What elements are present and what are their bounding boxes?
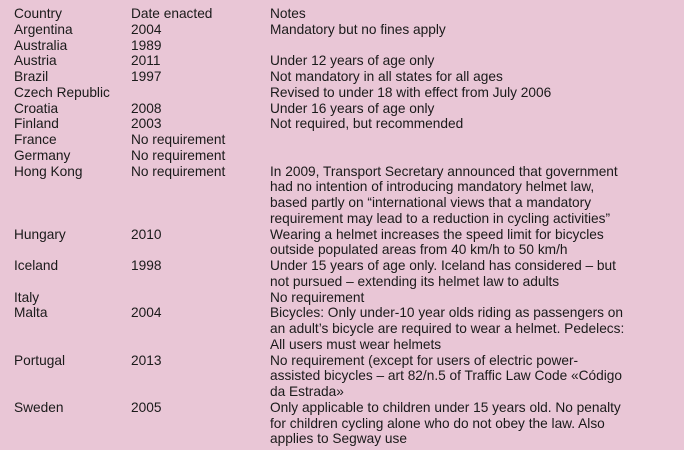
table-row <box>14 164 670 227</box>
notes-cell: Only applicable to children under 15 years old. No penalty for children cycling alone who do not obey the law. Also applies to Segway use <box>270 399 621 447</box>
date-cell: 1997 <box>131 69 162 84</box>
notes-cell: Mandatory but no fines apply <box>270 21 446 37</box>
notes-cell: Revised to under 18 with effect from July 2006 <box>270 84 552 100</box>
country-cell: Australia <box>14 37 68 53</box>
table-row <box>14 132 670 148</box>
date-cell: 2004 <box>131 21 162 37</box>
table-row <box>14 53 670 69</box>
table-header <box>14 6 670 22</box>
date-cell: 1998 <box>131 258 162 273</box>
notes-cell <box>270 148 670 164</box>
table-row <box>14 148 670 164</box>
country-cell: Argentina <box>14 21 73 37</box>
date-cell: 2013 <box>131 352 162 368</box>
table-row <box>14 101 670 117</box>
table-row <box>14 38 670 54</box>
country-cell: Czech Republic <box>14 84 110 100</box>
table-row <box>14 290 670 306</box>
date-cell <box>131 85 270 101</box>
date-cell <box>131 290 270 306</box>
date-cell: No requirement <box>131 163 226 179</box>
country-cell: Germany <box>14 147 71 163</box>
table-row <box>14 85 670 101</box>
country-cell: Malta <box>14 305 48 321</box>
notes-cell: No requirement <box>270 289 365 305</box>
header-notes: Notes <box>270 6 306 21</box>
date-cell: 2004 <box>131 305 162 321</box>
country-cell: Hungary <box>14 226 66 242</box>
notes-cell <box>270 132 670 148</box>
helmet-law-table <box>14 6 670 447</box>
country-cell: Portugal <box>14 352 65 368</box>
country-cell: Italy <box>14 289 40 305</box>
header-row <box>14 6 670 22</box>
date-cell: No requirement <box>131 132 226 147</box>
country-cell: Finland <box>14 116 59 132</box>
country-cell: Iceland <box>14 258 59 273</box>
date-cell: No requirement <box>131 147 226 163</box>
notes-cell: Under 15 years of age only. Iceland has considered – but not pursued – extending its helmet law to adults <box>270 258 616 289</box>
header-date-enacted: Date enacted <box>131 6 213 21</box>
table-row <box>14 227 670 259</box>
date-cell: 2005 <box>131 399 162 415</box>
table-row <box>14 258 670 290</box>
notes-cell: In 2009, Transport Secretary announced that government had no intention of introducing mandatory helmet law, based partly on “international views that a mandatory requirement may lead to a reduction in cycling activities” <box>270 163 618 226</box>
header-country: Country <box>14 6 62 21</box>
country-cell: Croatia <box>14 100 59 116</box>
country-cell: Brazil <box>14 69 49 84</box>
date-cell: 1989 <box>131 37 162 53</box>
date-cell: 2008 <box>131 100 162 116</box>
notes-cell: Under 16 years of age only <box>270 100 435 116</box>
notes-cell: Under 12 years of age only <box>270 53 435 69</box>
table-row <box>14 305 670 352</box>
country-cell: Hong Kong <box>14 163 83 179</box>
notes-cell: Wearing a helmet increases the speed limit for bicycles outside populated areas from 40 km/h to 50 km/h <box>270 226 604 258</box>
table-row <box>14 353 670 400</box>
table-row <box>14 116 670 132</box>
country-cell: France <box>14 132 57 147</box>
country-cell: Austria <box>14 53 57 69</box>
notes-cell: Not mandatory in all states for all ages <box>270 69 503 84</box>
date-cell: 2003 <box>131 116 162 132</box>
date-cell: 2010 <box>131 226 162 242</box>
notes-cell: Bicycles: Only under-10 year olds riding as passengers on an adult’s bicycle are required to wear a helmet. Pedelecs: All users must wear helmets <box>270 305 625 352</box>
notes-cell: Not required, but recommended <box>270 116 464 132</box>
table-body <box>14 22 670 447</box>
table-row <box>14 69 670 85</box>
country-cell: Sweden <box>14 399 64 415</box>
table-row <box>14 22 670 38</box>
date-cell: 2011 <box>131 53 161 69</box>
notes-cell: No requirement (except for users of electric power- assisted bicycles – art 82/n.5 of Traffic Law Code «Código da Estrada» <box>270 352 623 399</box>
table-row <box>14 400 670 447</box>
notes-cell <box>270 38 670 54</box>
